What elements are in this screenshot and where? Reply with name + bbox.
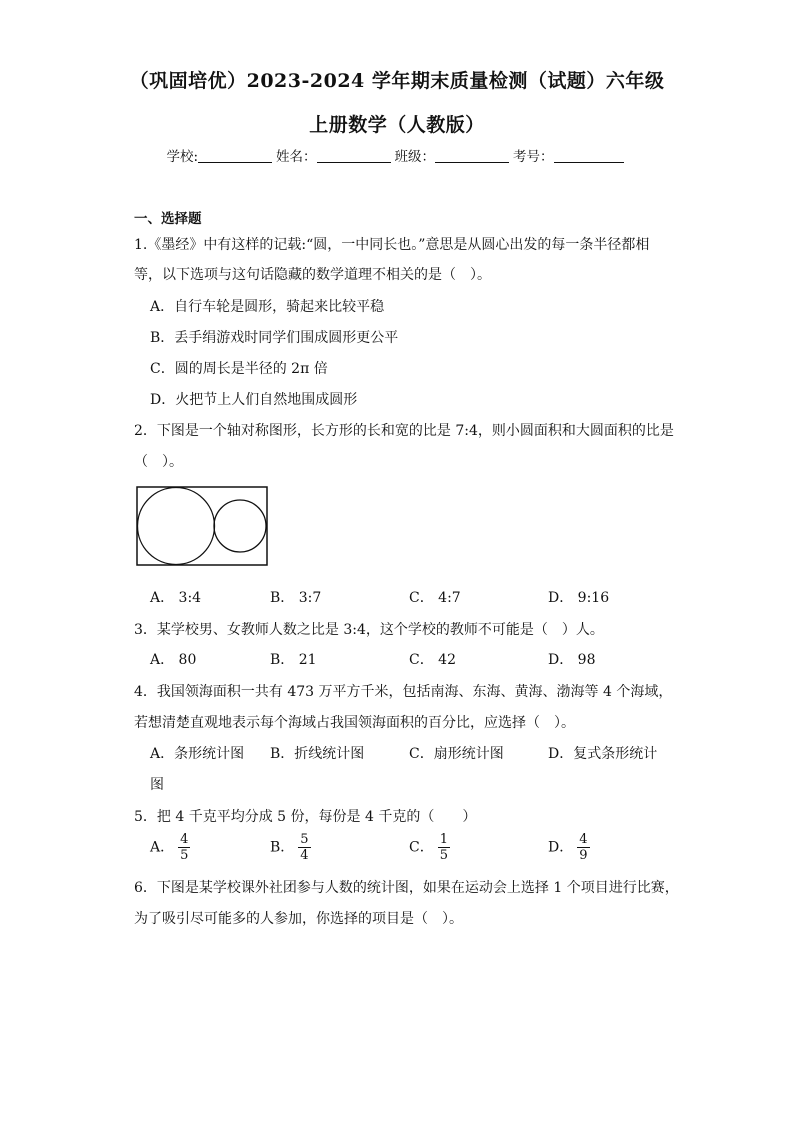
q5-option-c-letter: C．	[409, 839, 434, 856]
q5-option-c[interactable]	[409, 832, 450, 863]
q1-option-b[interactable]: B．丢手绢游戏时同学们围成圆形更公平	[150, 330, 399, 346]
school-label: 学校:	[166, 149, 199, 165]
q5-text: 5．把 4 千克平均分成 5 份，每份是 4 千克的（ ）	[134, 809, 477, 825]
name-label: 姓名：	[276, 149, 317, 165]
exam-no-label: 考号：	[513, 149, 554, 165]
q6-text-line1: 6．下图是某学校课外社团参与人数的统计图，如果在运动会上选择 1 个项目进行比赛，	[134, 880, 679, 896]
q4-option-d[interactable]: D．复式条形统计	[548, 746, 658, 762]
q5-option-b[interactable]	[270, 832, 311, 863]
q4-option-b[interactable]: B．折线统计图	[270, 746, 365, 762]
q2-text-line1: 2．下图是一个轴对称图形，长方形的长和宽的比是 7:4，则小圆面积和大圆面积的比是	[134, 423, 674, 439]
q3-option-b[interactable]: B． 21	[270, 652, 317, 668]
q1-text-line1: 1.《墨经》中有这样的记载:“圆，一中同长也。”意思是从圆心出发的每一条半径都相	[134, 237, 650, 253]
q4-option-d-wrap: 图	[150, 777, 164, 793]
q1-option-d[interactable]: D．火把节上人们自然地围成圆形	[150, 392, 358, 408]
fraction-numerator: 4	[579, 832, 588, 847]
q5-option-b-fraction	[298, 832, 310, 863]
name-blank[interactable]	[317, 148, 391, 163]
q3-text: 3．某学校男、女教师人数之比是 3:4，这个学校的教师不可能是（ ）人。	[134, 622, 604, 638]
q1-option-a[interactable]: A．自行车轮是圆形，骑起来比较平稳	[150, 299, 385, 315]
q1-option-c[interactable]: C．圆的周长是半径的 2π 倍	[150, 361, 328, 377]
q2-option-a[interactable]: A． 3:4	[150, 590, 202, 606]
fraction-numerator: 4	[180, 832, 189, 847]
q2-option-d[interactable]: D． 9:16	[548, 590, 610, 606]
q5-option-b-letter: B．	[270, 839, 295, 856]
q3-option-d[interactable]: D． 98	[548, 652, 596, 668]
q5-option-c-fraction	[438, 832, 450, 863]
school-blank[interactable]	[198, 148, 272, 163]
exam-title-line1: （巩固培优）2023-2024 学年期末质量检测（试题）六年级	[129, 70, 665, 92]
q4-option-a[interactable]: A．条形统计图	[150, 746, 245, 762]
q6-text-line2: 为了吸引尽可能多的人参加，你选择的项目是（ ）。	[134, 911, 463, 927]
fraction-denominator: 9	[579, 848, 588, 863]
q5-option-a[interactable]	[150, 832, 190, 863]
student-info-row	[0, 145, 794, 165]
class-label: 班级：	[394, 149, 436, 165]
q2-option-b[interactable]: B． 3:7	[270, 590, 322, 606]
section-title: 一、选择题	[134, 211, 202, 227]
q2-text-line2: （ ）。	[134, 454, 183, 470]
class-blank[interactable]	[435, 148, 509, 163]
fraction-denominator: 4	[300, 848, 309, 863]
q4-option-c[interactable]: C．扇形统计图	[409, 746, 504, 762]
q5-option-a-fraction	[178, 832, 190, 863]
fraction-denominator: 5	[439, 848, 448, 863]
q3-option-c[interactable]: C． 42	[409, 652, 456, 668]
q1-text-line2: 等，以下选项与这句话隐藏的数学道理不相关的是（ ）。	[134, 267, 491, 283]
q5-option-a-letter: A．	[150, 839, 175, 856]
q5-option-d-letter: D．	[548, 839, 574, 856]
exam-title-line2: 上册数学（人教版）	[309, 114, 485, 136]
q2-option-c[interactable]: C． 4:7	[409, 590, 461, 606]
q4-text-line1: 4．我国领海面积一共有 473 万平方千米，包括南海、东海、黄海、渤海等 4 个海域，	[134, 684, 673, 700]
fraction-denominator: 5	[180, 848, 189, 863]
exam-no-blank[interactable]	[554, 148, 624, 163]
rectangle-outline	[137, 487, 267, 565]
q5-option-d[interactable]	[548, 832, 590, 863]
fraction-numerator: 5	[300, 832, 309, 847]
fraction-numerator: 1	[439, 832, 448, 847]
large-circle	[138, 488, 215, 565]
small-circle	[214, 500, 266, 552]
q3-option-a[interactable]: A． 80	[150, 652, 197, 668]
q4-text-line2: 若想清楚直观地表示每个海域占我国领海面积的百分比，应选择（ ）。	[134, 715, 575, 731]
q5-option-d-fraction	[577, 832, 589, 863]
rectangle-circles-figure	[136, 486, 270, 568]
